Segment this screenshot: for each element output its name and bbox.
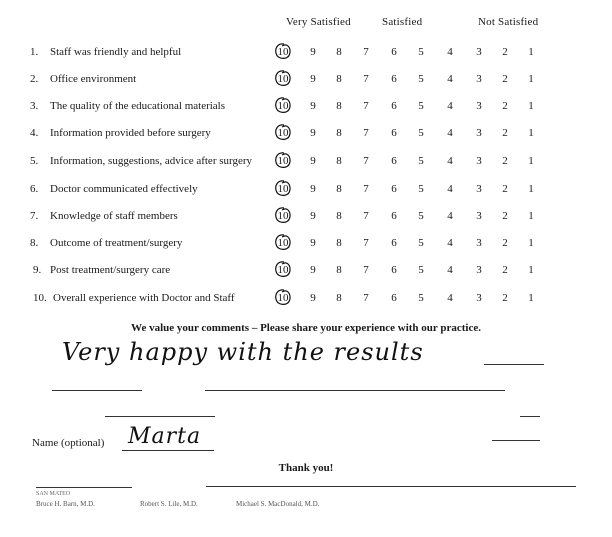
name-line-right[interactable]	[492, 440, 540, 441]
rating-option-10[interactable]: 10	[277, 73, 289, 85]
rating-option-1[interactable]: 1	[528, 292, 534, 304]
selected-rating-circle	[273, 287, 291, 307]
rating-option-7[interactable]: 7	[363, 100, 369, 112]
rating-option-4[interactable]: 4	[447, 237, 453, 249]
rating-option-1[interactable]: 1	[528, 100, 534, 112]
scale-label-not-satisfied: Not Satisfied	[478, 16, 539, 28]
rating-option-3[interactable]: 3	[476, 155, 482, 167]
rating-option-3[interactable]: 3	[476, 100, 482, 112]
rating-option-5[interactable]: 5	[418, 100, 424, 112]
rating-option-5[interactable]: 5	[418, 210, 424, 222]
question-text: Overall experience with Doctor and Staff	[53, 292, 235, 304]
question-text: Outcome of treatment/surgery	[50, 237, 183, 249]
rating-option-6[interactable]: 6	[391, 292, 397, 304]
rating-option-8[interactable]: 8	[336, 210, 342, 222]
question-text: Knowledge of staff members	[50, 210, 178, 222]
rating-option-3[interactable]: 3	[476, 292, 482, 304]
rating-option-1[interactable]: 1	[528, 155, 534, 167]
rating-option-3[interactable]: 3	[476, 237, 482, 249]
rating-option-4[interactable]: 4	[447, 73, 453, 85]
question-text: The quality of the educational materials	[50, 100, 226, 112]
rating-option-7[interactable]: 7	[363, 155, 369, 167]
comment-line-1[interactable]	[484, 364, 544, 365]
rating-option-6[interactable]: 6	[391, 237, 397, 249]
question-row	[0, 100, 612, 120]
handwritten-comment: Very happy with the results	[62, 338, 424, 366]
rating-option-7[interactable]: 7	[363, 46, 369, 58]
rating-option-1[interactable]: 1	[528, 183, 534, 195]
selected-rating-circle	[273, 95, 291, 115]
rating-option-10[interactable]: 10	[277, 292, 289, 304]
rating-option-10[interactable]: 10	[277, 210, 289, 222]
question-number: 6.	[30, 183, 39, 195]
selected-rating-circle	[273, 232, 291, 252]
rating-option-3[interactable]: 3	[476, 46, 482, 58]
rating-option-5[interactable]: 5	[418, 127, 424, 139]
comments-heading: We value your comments – Please share your experience with our practice.	[131, 322, 481, 334]
rating-option-8[interactable]: 8	[336, 46, 342, 58]
rating-option-9[interactable]: 9	[310, 210, 316, 222]
rating-option-9[interactable]: 9	[310, 292, 316, 304]
name-label: Name (optional)	[32, 437, 105, 449]
rating-option-2[interactable]: 2	[502, 264, 508, 276]
rating-option-1[interactable]: 1	[528, 127, 534, 139]
footer-doctor-3: Michael S. MacDonald, M.D.	[236, 500, 320, 508]
rating-option-4[interactable]: 4	[447, 210, 453, 222]
rating-option-8[interactable]: 8	[336, 237, 342, 249]
question-text: Post treatment/surgery care	[50, 264, 171, 276]
scale-label-very-satisfied: Very Satisfied	[286, 16, 351, 28]
question-number: 9.	[33, 264, 42, 276]
question-number: 5.	[30, 155, 39, 167]
rating-option-9[interactable]: 9	[310, 237, 316, 249]
rating-option-1[interactable]: 1	[528, 210, 534, 222]
question-number: 3.	[30, 100, 39, 112]
rating-option-2[interactable]: 2	[502, 127, 508, 139]
rating-option-2[interactable]: 2	[502, 183, 508, 195]
footer-doctor-1: Bruce H. Barn, M.D.	[36, 500, 95, 508]
rating-option-8[interactable]: 8	[336, 292, 342, 304]
rating-option-2[interactable]: 2	[502, 73, 508, 85]
rating-option-1[interactable]: 1	[528, 237, 534, 249]
rating-option-9[interactable]: 9	[310, 155, 316, 167]
rating-option-6[interactable]: 6	[391, 73, 397, 85]
rating-option-10[interactable]: 10	[277, 127, 289, 139]
question-text: Information provided before surgery	[50, 127, 211, 139]
rating-option-9[interactable]: 9	[310, 127, 316, 139]
question-text: Information, suggestions, advice after surgery	[50, 155, 253, 167]
question-number: 4.	[30, 127, 39, 139]
comment-line-2a[interactable]	[52, 390, 142, 391]
rating-option-10[interactable]: 10	[277, 46, 289, 58]
question-row	[0, 183, 612, 203]
rating-option-2[interactable]: 2	[502, 46, 508, 58]
rating-option-1[interactable]: 1	[528, 46, 534, 58]
rating-option-10[interactable]: 10	[277, 100, 289, 112]
rating-option-9[interactable]: 9	[310, 264, 316, 276]
rating-option-1[interactable]: 1	[528, 264, 534, 276]
rating-option-1[interactable]: 1	[528, 73, 534, 85]
question-row	[0, 292, 612, 312]
comment-line-2b[interactable]	[205, 390, 505, 391]
scale-label-satisfied: Satisfied	[382, 16, 423, 28]
rating-option-3[interactable]: 3	[476, 183, 482, 195]
rating-option-5[interactable]: 5	[418, 46, 424, 58]
rating-option-6[interactable]: 6	[391, 210, 397, 222]
rating-option-8[interactable]: 8	[336, 100, 342, 112]
rating-option-7[interactable]: 7	[363, 210, 369, 222]
rating-option-5[interactable]: 5	[418, 292, 424, 304]
rating-option-2[interactable]: 2	[502, 292, 508, 304]
selected-rating-circle	[273, 205, 291, 225]
rating-option-6[interactable]: 6	[391, 183, 397, 195]
footer-rule-right	[206, 486, 576, 487]
rating-option-7[interactable]: 7	[363, 264, 369, 276]
selected-rating-circle	[273, 150, 291, 170]
rating-option-2[interactable]: 2	[502, 155, 508, 167]
rating-option-7[interactable]: 7	[363, 127, 369, 139]
rating-option-3[interactable]: 3	[476, 264, 482, 276]
question-row	[0, 155, 612, 175]
rating-option-7[interactable]: 7	[363, 237, 369, 249]
rating-option-10[interactable]: 10	[277, 264, 289, 276]
question-number: 7.	[30, 210, 39, 222]
rating-option-6[interactable]: 6	[391, 264, 397, 276]
selected-rating-circle	[273, 41, 291, 61]
rating-option-3[interactable]: 3	[476, 210, 482, 222]
thank-you-text: Thank you!	[278, 462, 334, 474]
comment-line-3a[interactable]	[105, 416, 215, 417]
rating-option-3[interactable]: 3	[476, 127, 482, 139]
rating-option-4[interactable]: 4	[447, 264, 453, 276]
footer-doctor-2: Robert S. Lile, M.D.	[140, 500, 198, 508]
rating-option-8[interactable]: 8	[336, 264, 342, 276]
rating-option-5[interactable]: 5	[418, 264, 424, 276]
rating-option-6[interactable]: 6	[391, 155, 397, 167]
rating-option-9[interactable]: 9	[310, 46, 316, 58]
handwritten-name: Marta	[128, 424, 202, 449]
question-row	[0, 264, 612, 284]
rating-option-8[interactable]: 8	[336, 73, 342, 85]
question-row	[0, 127, 612, 147]
rating-option-4[interactable]: 4	[447, 292, 453, 304]
rating-option-4[interactable]: 4	[447, 155, 453, 167]
question-row	[0, 46, 612, 66]
comment-line-3b[interactable]	[520, 416, 540, 417]
question-number: 1.	[30, 46, 39, 58]
rating-option-9[interactable]: 9	[310, 73, 316, 85]
question-row	[0, 73, 612, 93]
footer-caption: SAN MATEO	[36, 491, 71, 497]
rating-option-4[interactable]: 4	[447, 127, 453, 139]
rating-option-5[interactable]: 5	[418, 155, 424, 167]
selected-rating-circle	[273, 122, 291, 142]
question-row	[0, 210, 612, 230]
rating-option-10[interactable]: 10	[277, 155, 289, 167]
rating-option-8[interactable]: 8	[336, 155, 342, 167]
rating-option-8[interactable]: 8	[336, 183, 342, 195]
rating-option-4[interactable]: 4	[447, 46, 453, 58]
rating-option-9[interactable]: 9	[310, 183, 316, 195]
footer-rule-left	[36, 487, 132, 488]
selected-rating-circle	[273, 68, 291, 88]
rating-option-10[interactable]: 10	[277, 237, 289, 249]
rating-option-2[interactable]: 2	[502, 210, 508, 222]
rating-option-9[interactable]: 9	[310, 100, 316, 112]
question-text: Staff was friendly and helpful	[50, 46, 182, 58]
rating-option-6[interactable]: 6	[391, 46, 397, 58]
name-line[interactable]	[122, 450, 214, 451]
question-row	[0, 237, 612, 257]
rating-option-3[interactable]: 3	[476, 73, 482, 85]
question-number: 8.	[30, 237, 39, 249]
rating-option-7[interactable]: 7	[363, 73, 369, 85]
rating-option-5[interactable]: 5	[418, 237, 424, 249]
rating-option-4[interactable]: 4	[447, 183, 453, 195]
rating-option-6[interactable]: 6	[391, 100, 397, 112]
rating-option-2[interactable]: 2	[502, 100, 508, 112]
rating-option-8[interactable]: 8	[336, 127, 342, 139]
rating-option-2[interactable]: 2	[502, 237, 508, 249]
question-number: 10.	[33, 292, 47, 304]
rating-option-7[interactable]: 7	[363, 183, 369, 195]
rating-option-10[interactable]: 10	[277, 183, 289, 195]
question-text: Office environment	[50, 73, 137, 85]
question-text: Doctor communicated effectively	[50, 183, 198, 195]
rating-option-6[interactable]: 6	[391, 127, 397, 139]
selected-rating-circle	[273, 259, 291, 279]
rating-option-5[interactable]: 5	[418, 73, 424, 85]
rating-option-5[interactable]: 5	[418, 183, 424, 195]
selected-rating-circle	[273, 178, 291, 198]
rating-option-7[interactable]: 7	[363, 292, 369, 304]
question-number: 2.	[30, 73, 39, 85]
rating-option-4[interactable]: 4	[447, 100, 453, 112]
